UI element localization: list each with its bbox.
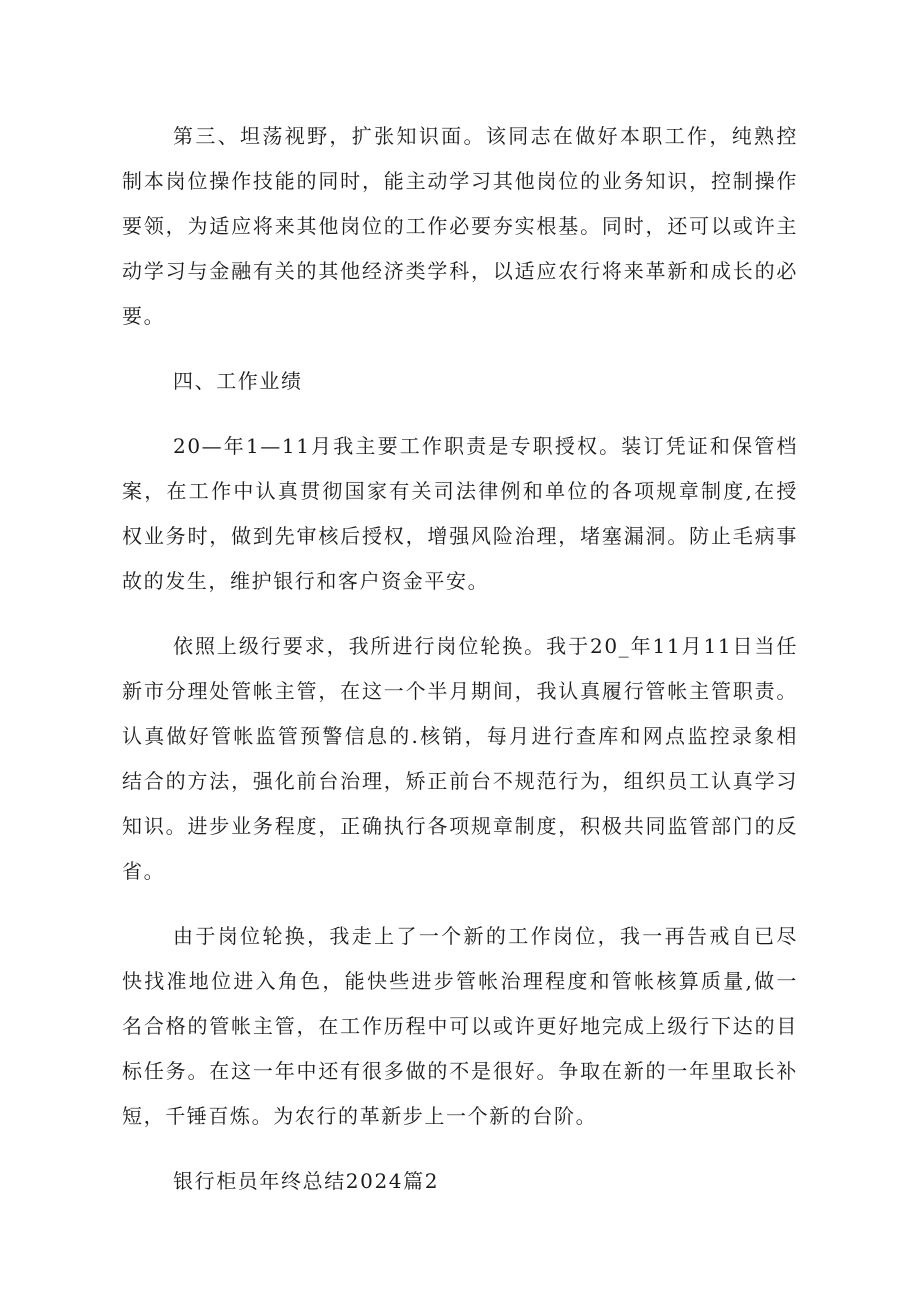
- next-article-title: 银行柜员年终总结2024篇2: [173, 1169, 440, 1193]
- paragraph-job-rotation: 依照上级行要求，我所进行岗位轮换。我于20_年11月11日当任新市分理处管帐主管，在这一个半月期间，我认真履行管帐主管职责。认真做好管帐监管预警信息的.核销，每月进行查库和网点监控录象相结合的方法，强化前台治理，矫正前台不规范行为，组织员工认真学习知识。进步业务程度，正确执行各项规章制度，积极共同监管部门的反省。: [122, 634, 798, 883]
- paragraph-new-position: 由于岗位轮换，我走上了一个新的工作岗位，我一再告戒自已尽快找准地位进入角色，能快些进步管帐治理程度和管帐核算质量,做一名合格的管帐主管，在工作历程中可以或许更好地完成上级行下达的目标任务。在这一年中还有很多做的不是很好。争取在新的一年里取长补短，千锤百炼。为农行的革新步上一个新的台阶。: [122, 924, 798, 1128]
- document-body: [122, 114, 798, 1224]
- paragraph-authorization-duties: 20—年1—11月我主要工作职责是专职授权。装订凭证和保管档案，在工作中认真贯彻国家有关司法律例和单位的各项规章制度,在授权业务时，做到先审核后授权，增强风险治理，堵塞漏洞。防止毛病事故的发生，维护银行和客户资金平安。: [122, 434, 798, 593]
- paragraph-broaden-knowledge: 第三、坦荡视野，扩张知识面。该同志在做好本职工作，纯熟控制本岗位操作技能的同时，能主动学习其他岗位的业务知识，控制操作要领，为适应将来其他岗位的工作必要夯实根基。同时，还可以或许主动学习与金融有关的其他经济类学科，以适应农行将来革新和成长的必要。: [122, 124, 798, 328]
- section-heading-work-performance: 四、工作业绩: [173, 369, 303, 393]
